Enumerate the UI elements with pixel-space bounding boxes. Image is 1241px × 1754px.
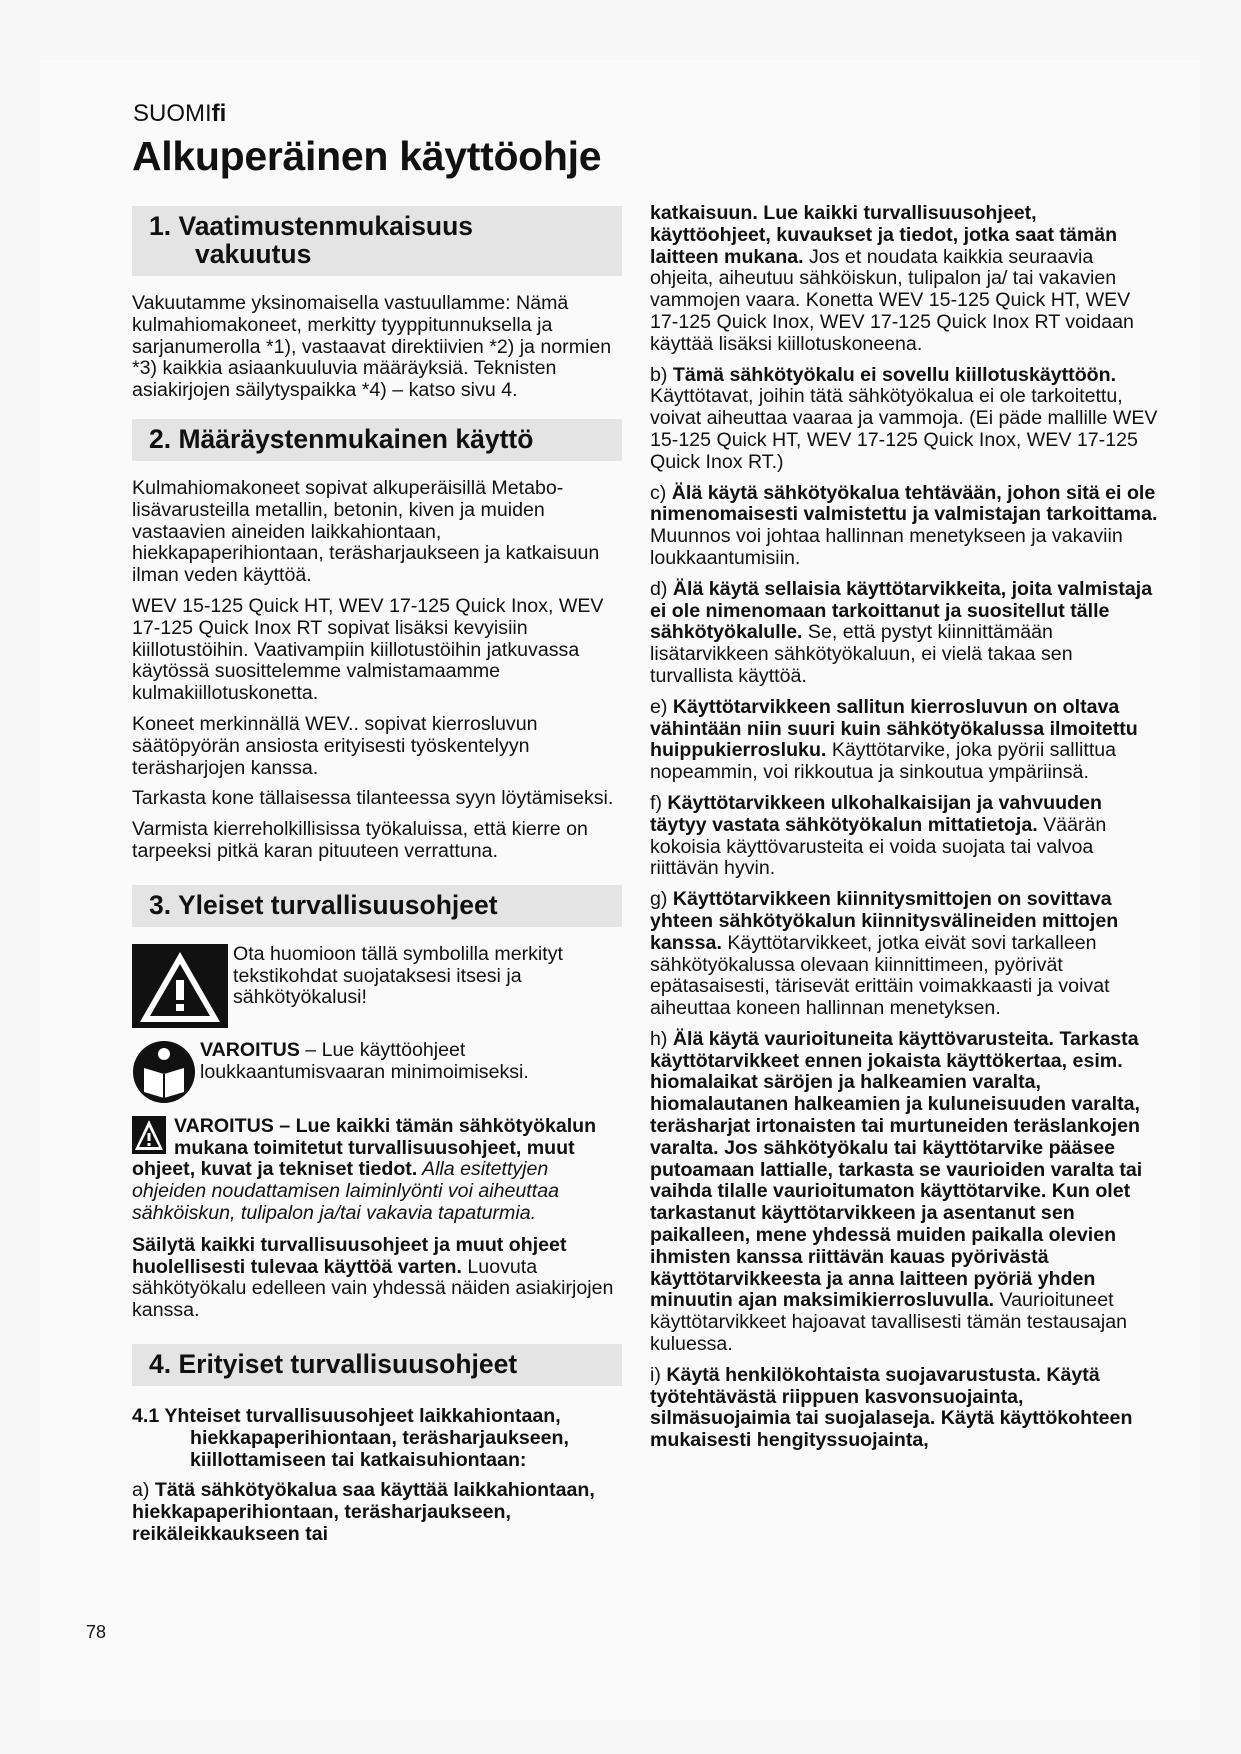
page-number: 78 <box>86 1622 107 1642</box>
section-2-para: Tarkasta kone tällaisessa tilanteessa syyn löytämiseksi. <box>132 787 614 810</box>
warning-small-icon <box>132 1116 166 1154</box>
item-d: d) Älä käytä sellaisia käyttötarvikkeita, joita valmistaja ei ole nimenomaan tarkoittanut ja suositellut tälle sähkötyökalulle. Se, että pystyt kiinnittämään lisätarvikkeen sähkötyökaluun, ei vielä takaa sen turvallista käyttöä. <box>650 577 1153 687</box>
section-3-heading: 3. Yleiset turvallisuusohjeet <box>132 885 622 927</box>
left-column <box>132 206 622 1555</box>
item-g: g) Käyttötarvikkeen kiinnitysmittojen on sovittava yhteen sähkötyökalun kiinnitysvälineiden mittojen kanssa. Käyttötarvikkeet, jotka eivät sovi tarkalleen sähkötyökalussa olevaan kiinnittimeen, pyörivät epätasaisesti, tärisevät erittäin voimakkaasti ja voivat aiheuttaa koneen hallinnan menetyksen. <box>650 888 1119 1020</box>
item-f: f) Käyttötarvikkeen ulkohalkaisijan ja vahvuuden täytyy vastata sähkötyökalun mittatietoja. Väärän kokoisia käyttövarusteita ei voida suojata tai valvoa riittävän hyvin. <box>650 791 1107 880</box>
right-column <box>650 203 1160 1461</box>
symbol-explanation: Ota huomioon tällä symbolilla merkityt tekstikohdat suojataksesi itsesi ja sähkötyökalusi! <box>233 942 563 1009</box>
item-a: a) Tätä sähkötyökalua saa käyttää laikkahiontaan, hiekkapaperihiontaan, teräsharjaukseen, reikäleikkaukseen tai <box>132 1479 595 1545</box>
section-2-para: Kulmahiomakoneet sopivat alkuperäisillä Metabo-lisävarusteilla metallin, betonin, kiven ja muiden vastaavien aineiden laikkahiontaan, hiekkapaperihiontaan, teräsharjaukseen ja katkaisuun ilman veden käyttöä. <box>132 476 600 587</box>
section-2-para: WEV 15-125 Quick HT, WEV 17-125 Quick Inox, WEV 17-125 Quick Inox RT sopivat lisäksi kevyisiin kiillotustöihin. Vaativampiin kiillotustöihin jatkuvassa käytössä suosittelemme valmistamaamme kulmakiillotuskonetta. <box>132 594 604 705</box>
subsection-4-1: 4.1 Yhteiset turvallisuusohjeet laikkahiontaan, hiekkapaperihiontaan, teräsharjaukseen, kiillottamiseen tai katkaisuhiontaan: <box>132 1404 569 1471</box>
page-title: Alkuperäinen käyttöohje <box>132 133 602 179</box>
read-manual-icon <box>132 1040 196 1104</box>
section-2-para: Koneet merkinnällä WEV.. sopivat kierrosluvun säätöpyörän ansiosta erityisesti työskentelyyn teräsharjojen kanssa. <box>132 712 538 779</box>
section-1-text: Vakuutamme yksinomaisella vastuullamme: Nämä kulmahiomakoneet, merkitty tyyppitunnuksella ja sarjanumerolla *1), vastaavat direktiivien *2) ja normien *3) kaikkia asiaankuuluvia määräyksiä. Teknisten asiakirjojen säilytyspaikka *4) – katso sivu 4. <box>132 292 612 402</box>
language-label: SUOMIfi <box>133 100 227 127</box>
section-2-heading: 2. Määräystenmukainen käyttö <box>132 419 622 461</box>
warning-symbol-row <box>132 944 622 1028</box>
item-a-continued: katkaisuun. Lue kaikki turvallisuusohjeet, käyttöohjeet, kuvaukset ja tiedot, jotka saat tämän laitteen mukana. Jos et noudata kaikkia seuraavia ohjeita, aiheutuu sähköiskun, tulipalon ja/ tai vakavien vammojen vaara. Konetta WEV 15-125 Quick HT, WEV 17-125 Quick Inox, WEV 17-125 Quick Inox RT voidaan käyttää lisäksi kiillotuskoneena. <box>650 202 1134 355</box>
item-i: i) Käytä henkilökohtaista suojavarustusta. Käytä työtehtävästä riippuen kasvonsuojainta, silmäsuojaimia tai suojalaseja. Käytä käyttökohteen mukaisesti hengityssuojainta, <box>650 1363 1133 1452</box>
section-1-heading: 1. Vaatimustenmukaisuus vakuutus <box>132 206 622 276</box>
item-h: h) Älä käytä vaurioituneita käyttövarusteita. Tarkasta käyttötarvikkeet ennen jokaista käyttökertaa, esim. hiomalaikat säröjen ja halkeamien varalta, hiomalautanen halkeamien ja kuluneisuuden varalta, teräsharjat irtonaisten tai murtuneiden teräslankojen varalta. Jos sähkötyökalu tai käyttötarvike pääsee putoamaan lattialle, tarkasta se vaurioiden varalta tai vaihda tilalle vaurioitumaton käyttötarvike. Kun olet tarkastanut käyttötarvikkeen ja asentanut sen paikalleen, mene yhdessä muiden paikalla olevien ihmisten kanssa riittävän kauas pyörivästä käyttötarvikkeesta ja anna laitteen pyöriä yhden minuutin ajan maksimikierrosluvulla. Vaurioituneet käyttötarvikkeet hajoavat tavallisesti tämän testausajan kuluessa. <box>650 1027 1143 1356</box>
section-2-para: Varmista kierreholkillisissa työkaluissa, että kierre on tarpeeksi pitkä karan pituuteen verrattuna. <box>132 818 588 862</box>
item-c: c) Älä käytä sähkötyökalua tehtävään, johon sitä ei ole nimenomaisesti valmistettu ja valmistajan tarkoittama. Muunnos voi johtaa hallinnan menetykseen ja vakaviin loukkaantumisiin. <box>650 481 1158 569</box>
keep-instructions: Säilytä kaikki turvallisuusohjeet ja muut ohjeet huolellisesti tulevaa käyttöä varten. Luovuta sähkötyökalu edelleen vain yhdessä näiden asiakirjojen kanssa. <box>132 1233 614 1322</box>
section-4-heading: 4. Erityiset turvallisuusohjeet <box>132 1344 622 1386</box>
general-warning: VAROITUS – Lue kaikki tämän sähkötyökalun mukana toimitetut turvallisuusohjeet, muut ohjeet, kuvat ja tekniset tiedot. Alla esitettyjen ohjeiden noudattamisen laiminlyönti voi aiheuttaa sähköiskun, tulipalon ja/tai vakavia tapaturmia. <box>132 1114 597 1224</box>
item-b: b) Tämä sähkötyökalu ei sovellu kiillotuskäyttöön. Käyttötavat, joihin tätä sähkötyökalua ei ole tarkoitettu, voivat aiheuttaa vaaraa ja vammoja. (Ei päde mallille WEV 15-125 Quick HT, WEV 17-125 Quick Inox, WEV 17-125 Quick Inox RT.) <box>650 363 1158 473</box>
read-manual-text: VAROITUS – Lue käyttöohjeet loukkaantumisvaaran minimoimiseksi. <box>200 1038 529 1083</box>
warning-triangle-icon <box>132 944 228 1028</box>
read-manual-row <box>132 1040 622 1104</box>
item-e: e) Käyttötarvikkeen sallitun kierrosluvun on oltava vähintään niin suuri kuin sähkötyökalussa ilmoitettu huippukierrosluku. Käyttötarvike, joka pyörii sallittua nopeammin, voi rikkoutua ja sinkoutua ympäriinsä. <box>650 695 1138 784</box>
